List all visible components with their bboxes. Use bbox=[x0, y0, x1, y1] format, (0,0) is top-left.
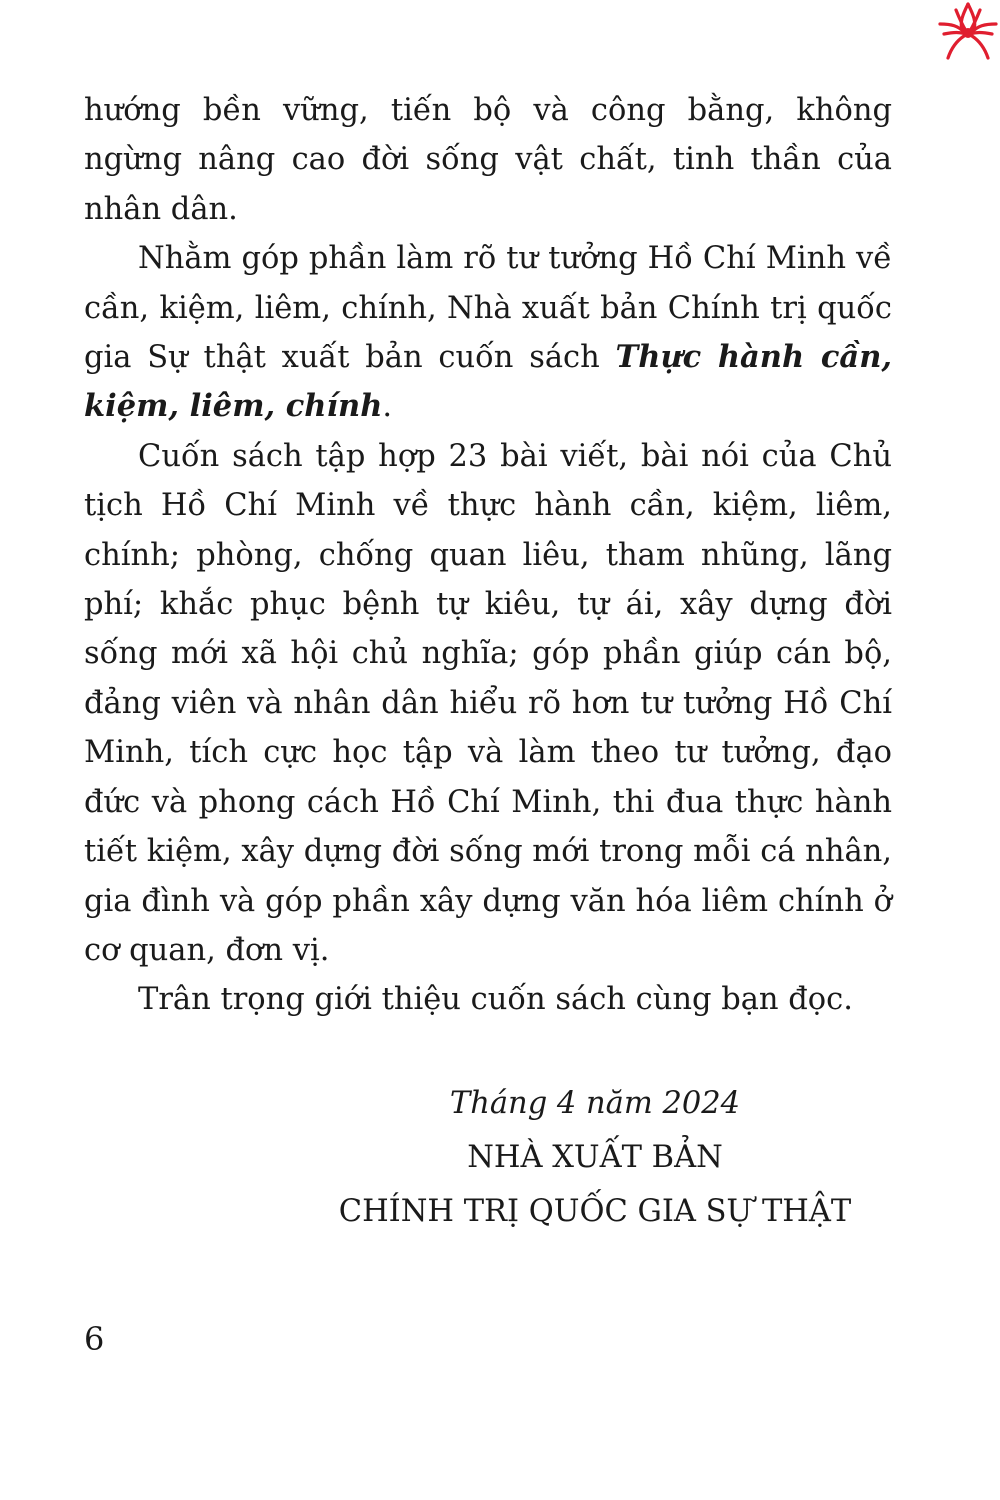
paragraph-purpose-end: . bbox=[382, 389, 393, 425]
signature-publisher-line2: CHÍNH TRỊ QUỐC GIA SỰ THẬT bbox=[338, 1194, 852, 1229]
publisher-star-logo-icon bbox=[936, 0, 1000, 64]
page-number: 6 bbox=[84, 1320, 105, 1358]
signature-date: Tháng 4 năm 2024 bbox=[449, 1086, 741, 1121]
paragraph-contents: Cuốn sách tập hợp 23 bài viết, bài nói của Chủ tịch Hồ Chí Minh về thực hành cần, kiệm, liêm, chính; phòng, chống quan liêu, tham nhũng, lãng phí; khắc phục bệnh tự kiêu, tự ái, xây dựng đời sống mới xã hội chủ nghĩa; góp phần giúp cán bộ, đảng viên và nhân dân hiểu rõ hơn tư tưởng Hồ Chí Minh, tích cực học tập và làm theo tư tưởng, đạo đức và phong cách Hồ Chí Minh, thi đua thực hành tiết kiệm, xây dựng đời sống mới trong mỗi cá nhân, gia đình và góp phần xây dựng văn hóa liêm chính ở cơ quan, đơn vị. bbox=[84, 438, 892, 968]
paragraph-purpose bbox=[84, 234, 892, 432]
paragraph-introduction: Trân trọng giới thiệu cuốn sách cùng bạn đọc. bbox=[138, 982, 853, 1018]
signature-publisher-line1: NHÀ XUẤT BẢN bbox=[467, 1140, 723, 1175]
paragraph-continuation: hướng bền vững, tiến bộ và công bằng, không ngừng nâng cao đời sống vật chất, tinh thần của nhân dân. bbox=[84, 93, 892, 227]
book-title: Thực hành cần, kiệm, liêm, chính bbox=[84, 339, 892, 425]
paragraph-purpose-text: Nhằm góp phần làm rõ tư tưởng Hồ Chí Minh về cần, kiệm, liêm, chính, Nhà xuất bản Chính trị quốc gia Sự thật xuất bản cuốn sách bbox=[84, 241, 892, 376]
foreword-body bbox=[84, 86, 892, 1025]
